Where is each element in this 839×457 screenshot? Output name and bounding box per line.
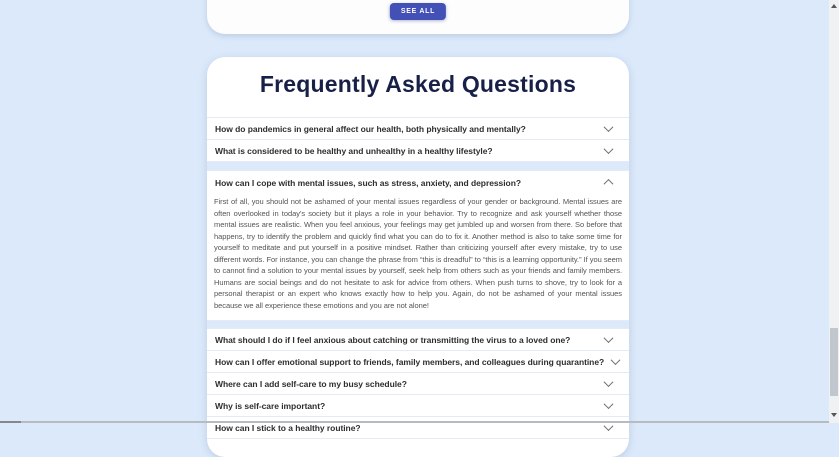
chevron-down-icon[interactable] <box>604 333 614 343</box>
faq-question-row[interactable] <box>207 351 629 372</box>
faq-item <box>207 416 629 439</box>
faq-question: What is considered to be healthy and unhealthy in a healthy lifestyle? <box>215 145 493 156</box>
faq-question: How do pandemics in general affect our health, both physically and mentally? <box>215 123 526 134</box>
faq-title: Frequently Asked Questions <box>259 71 577 97</box>
see-all-button[interactable]: SEE ALL <box>390 3 446 20</box>
scroll-down-arrow-icon[interactable] <box>831 413 837 417</box>
vertical-scrollbar[interactable] <box>829 0 839 423</box>
faq-question: How can I stick to a healthy routine? <box>215 422 361 433</box>
faq-item <box>207 139 629 162</box>
scroll-up-arrow-icon[interactable] <box>831 4 837 8</box>
faq-card <box>207 57 629 457</box>
faq-accordion <box>207 117 629 439</box>
faq-question: How can I cope with mental issues, such as stress, anxiety, and depression? <box>215 177 521 188</box>
faq-item <box>207 170 629 321</box>
chevron-up-icon[interactable] <box>604 179 614 189</box>
faq-item <box>207 372 629 395</box>
faq-question-row[interactable] <box>207 395 629 416</box>
faq-question: What should I do if I feel anxious about catching or transmitting the virus to a loved one? <box>215 334 571 345</box>
chevron-down-icon[interactable] <box>611 355 621 365</box>
horizontal-scrollbar[interactable] <box>0 421 829 423</box>
chevron-down-icon[interactable] <box>604 144 614 154</box>
horizontal-scrollbar-thumb[interactable] <box>0 421 21 423</box>
vertical-scrollbar-thumb[interactable] <box>830 328 838 396</box>
top-card <box>207 0 629 34</box>
chevron-down-icon[interactable] <box>604 377 614 387</box>
faq-item <box>207 394 629 417</box>
faq-question: Why is self-care important? <box>215 400 326 411</box>
faq-question-row[interactable] <box>207 118 629 139</box>
chevron-down-icon[interactable] <box>604 122 614 132</box>
faq-question: Where can I add self-care to my busy schedule? <box>215 378 407 389</box>
faq-question: How can I offer emotional support to friends, family members, and colleagues during quarantine? <box>215 356 605 367</box>
faq-question-row[interactable] <box>207 373 629 394</box>
chevron-down-icon[interactable] <box>604 399 614 409</box>
faq-answer: First of all, you should not be ashamed of your mental issues regardless of your gender or background. Mental issues are often overlooked in today’s society but it plays a role in your behavior. Try to recognize and ask yourself whether those mental issues are realistic. When you feel anxious, your feelings may get jumbled up and worsen from there. So before that happens, try to identify the problem and quickly find what you can do to fix it. Another method is also to take some time for yourself to meditate and put yourself in a positive mindset. Rather than criticizing yourself after every mistake, try to use different words. For instance, you can change the phrase from “this is dreadful” to “this is a learning opportunity.” If you seem to cannot find a solution to your mental issues by yourself, seek help from others such as your friends and family members. Humans are social beings and do not hesitate to ask for advice from others. When push turns to shove, try to look for a personal therapist or an expert who knows exactly how to help you. Again, do not be ashamed of your mental issues because we all experience these emotions and you are not alone! <box>214 197 622 310</box>
faq-question-row[interactable] <box>207 329 629 350</box>
faq-question-row[interactable] <box>207 140 629 161</box>
faq-item <box>207 328 629 351</box>
faq-question-row[interactable] <box>207 171 629 194</box>
faq-item <box>207 350 629 373</box>
faq-item <box>207 117 629 140</box>
